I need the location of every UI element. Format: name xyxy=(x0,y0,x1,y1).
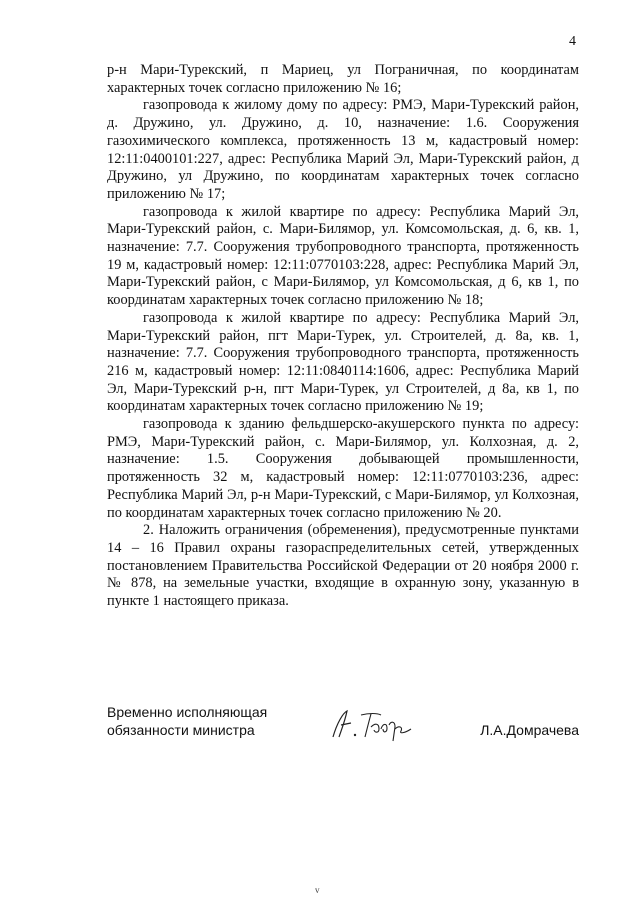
paragraph-item: газопровода к жилой квартире по адресу: Республика Марий Эл, Мари-Турекский район, с. Мари-Билямор, ул. Комсомольская, д. 6, кв. 1, назначение: 7.7. Сооружения трубопроводного транспорта, протяженность 19 м, кадастровый номер: 12:11:0770103:228, адрес: Республика Марий Эл, Мари-Турекский район, с Мари-Билямор, ул Комсомольская, д 6, кв 1, по координатам характерных точек согласно приложению № 18; xyxy=(107,203,579,309)
signatory-name: Л.А.Домрачева xyxy=(480,722,579,738)
signatory-title xyxy=(107,703,267,739)
paragraph-continuation: р-н Мари-Турекский, п Мариец, ул Пограничная, по координатам характерных точек согласно приложению № 16; xyxy=(107,62,579,96)
signatory-title-line2: обязанности министра xyxy=(107,722,255,738)
paragraph-item: газопровода к жилой квартире по адресу: Республика Марий Эл, Мари-Турекский район, пгт Мари-Турек, ул. Строителей, д. 8а, кв. 1, назначение: 7.7. Сооружения трубопроводного транспорта, протяженность 216 м, кадастровый номер: 12:11:0840114:1606, адрес: Республика Марий Эл, Мари-Турекский р-н, пгт Мари-Турек, ул Строителей, д 8а, кв 1, по координатам характерных точек согласно приложению № 19; xyxy=(107,309,579,415)
handwritten-signature xyxy=(325,703,420,747)
document-body xyxy=(107,62,579,611)
signatory-title-line1: Временно исполняющая xyxy=(107,704,268,720)
paragraph-clause-2: 2. Наложить ограничения (обременения), предусмотренные пунктами 14 – 16 Правил охраны газораспределительных сетей, утвержденных постановлением Правительства Российской Федерации от 20 ноября 2000 г. № 878, на земельные участки, входящие в охранную зону, указанную в пункте 1 настоящего приказа. xyxy=(107,522,579,610)
paragraph-item: газопровода к жилому дому по адресу: РМЭ, Мари-Турекский район, д. Дружино, ул. Дружино, д. 10, назначение: 1.6. Сооружения газохимического комплекса, протяженность 13 м, кадастровый номер: 12:11:0400101:227, адрес: Республика Марий Эл, Мари-Турекский район, д Дружино, ул Дружино, по координатам характерных точек согласно приложению № 17; xyxy=(107,97,579,202)
footer-mark: v xyxy=(315,885,320,895)
signature-block xyxy=(107,703,579,743)
paragraph-item: газопровода к зданию фельдшерско-акушерского пункта по адресу: РМЭ, Мари-Турекский район, с. Мари-Билямор, ул. Колхозная, д. 2, назначение: 1.5. Сооружения добывающей промышленности, протяженность 32 м, кадастровый номер: 12:11:0770103:236, адрес: Республика Марий Эл, р-н Мари-Турекский, с Мари-Билямор, ул Колхозная, по координатам характерных точек согласно приложению № 20. xyxy=(107,416,579,521)
page-number: 4 xyxy=(569,34,576,49)
